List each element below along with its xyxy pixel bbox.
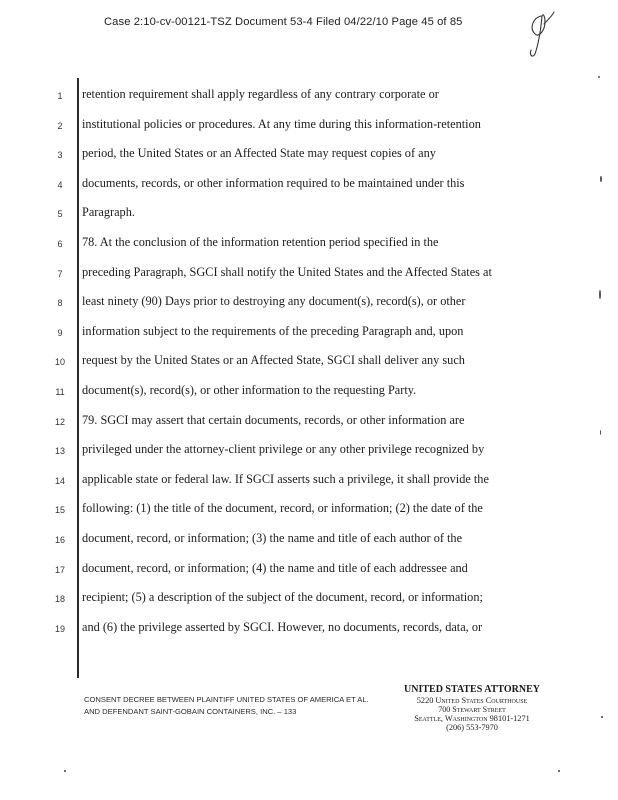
body-text-line: request by the United States or an Affected State, SGCI shall deliver any such xyxy=(82,353,465,368)
footer-caption xyxy=(84,694,369,717)
office-name: UNITED STATES ATTORNEY xyxy=(404,684,540,695)
line-number: 10 xyxy=(54,357,65,368)
line-number: 5 xyxy=(57,209,63,220)
office-phone: (206) 553-7970 xyxy=(446,723,498,732)
body-text-line: recipient; (5) a description of the subject of the document, record, or information; xyxy=(82,590,483,605)
body-text-line: applicable state or federal law. If SGCI asserts such a privilege, it shall provide the xyxy=(82,471,489,486)
line-number: 18 xyxy=(54,594,65,605)
scan-speck xyxy=(600,176,602,182)
line-number: 15 xyxy=(54,505,65,516)
footer-caption-line-2: AND DEFENDANT SAINT-GOBAIN CONTAINERS, INC. – 133 xyxy=(84,706,297,716)
scan-speck xyxy=(600,430,601,435)
body-text-line: information subject to the requirements of the preceding Paragraph and, upon xyxy=(82,323,464,338)
line-number: 6 xyxy=(57,239,63,249)
line-number: 17 xyxy=(54,564,65,575)
body-text-line: and (6) the privilege asserted by SGCI. However, no documents, records, data, or xyxy=(82,619,483,634)
line-number: 16 xyxy=(54,535,65,545)
body-text-line: following: (1) the title of the document, record, or information; (2) the date of the xyxy=(82,501,483,516)
body-text-line: documents, records, or other information required to be maintained under this xyxy=(82,175,465,190)
line-number: 1 xyxy=(57,91,63,101)
left-margin-rule xyxy=(77,78,79,678)
case-header: Case 2:10-cv-00121-TSZ Document 53-4 Filed 04/22/10 Page 45 of 85 xyxy=(104,16,463,28)
body-text-line: preceding Paragraph, SGCI shall notify the United States and the Affected States at xyxy=(82,264,492,279)
office-address-2: 700 Stewart Street xyxy=(438,705,506,714)
handwritten-initials xyxy=(523,10,557,60)
body-text-line: 79. SGCI may assert that certain documents, records, or other information are xyxy=(82,412,465,427)
body-text-line: retention requirement shall apply regardless of any contrary corporate or xyxy=(82,87,439,101)
office-city: Seattle, Washington 98101-1271 xyxy=(414,714,530,723)
footer-caption-line-1: CONSENT DECREE BETWEEN PLAINTIFF UNITED STATES OF AMERICA ET AL. xyxy=(84,695,369,704)
line-number: 12 xyxy=(54,416,65,427)
body-text-line: 78. At the conclusion of the information retention period specified in the xyxy=(82,235,439,249)
scan-speck xyxy=(64,770,66,772)
line-number: 9 xyxy=(57,327,63,338)
body-text-line: least ninety (90) Days prior to destroying any document(s), record(s), or other xyxy=(82,294,466,309)
line-number: 3 xyxy=(57,150,63,161)
line-number: 11 xyxy=(55,387,65,397)
scan-speck xyxy=(601,716,603,718)
body-text-line: privileged under the attorney-client privilege or any other privilege recognized by xyxy=(82,442,485,457)
body-text-line: Paragraph. xyxy=(82,205,135,220)
attorney-office-block xyxy=(392,684,552,732)
line-number: 7 xyxy=(57,268,63,279)
body-text-line: document, record, or information; (3) the name and title of each author of the xyxy=(82,531,463,545)
scan-speck xyxy=(599,290,601,299)
body-text-line: institutional policies or procedures. At any time during this information-retention xyxy=(82,116,481,131)
line-number: 19 xyxy=(54,623,65,634)
line-number: 8 xyxy=(57,298,63,309)
body-text-line: document, record, or information; (4) the name and title of each addressee and xyxy=(82,560,468,575)
body-text-line: period, the United States or an Affected State may request copies of any xyxy=(82,146,436,161)
scan-speck xyxy=(598,76,600,78)
scan-speck xyxy=(558,770,560,772)
line-number: 14 xyxy=(54,475,65,486)
line-number: 13 xyxy=(54,446,65,457)
line-number: 4 xyxy=(57,179,63,190)
line-number: 2 xyxy=(57,120,63,131)
office-address-1: 5220 United States Courthouse xyxy=(416,696,528,705)
body-text-line: document(s), record(s), or other information to the requesting Party. xyxy=(82,383,417,397)
